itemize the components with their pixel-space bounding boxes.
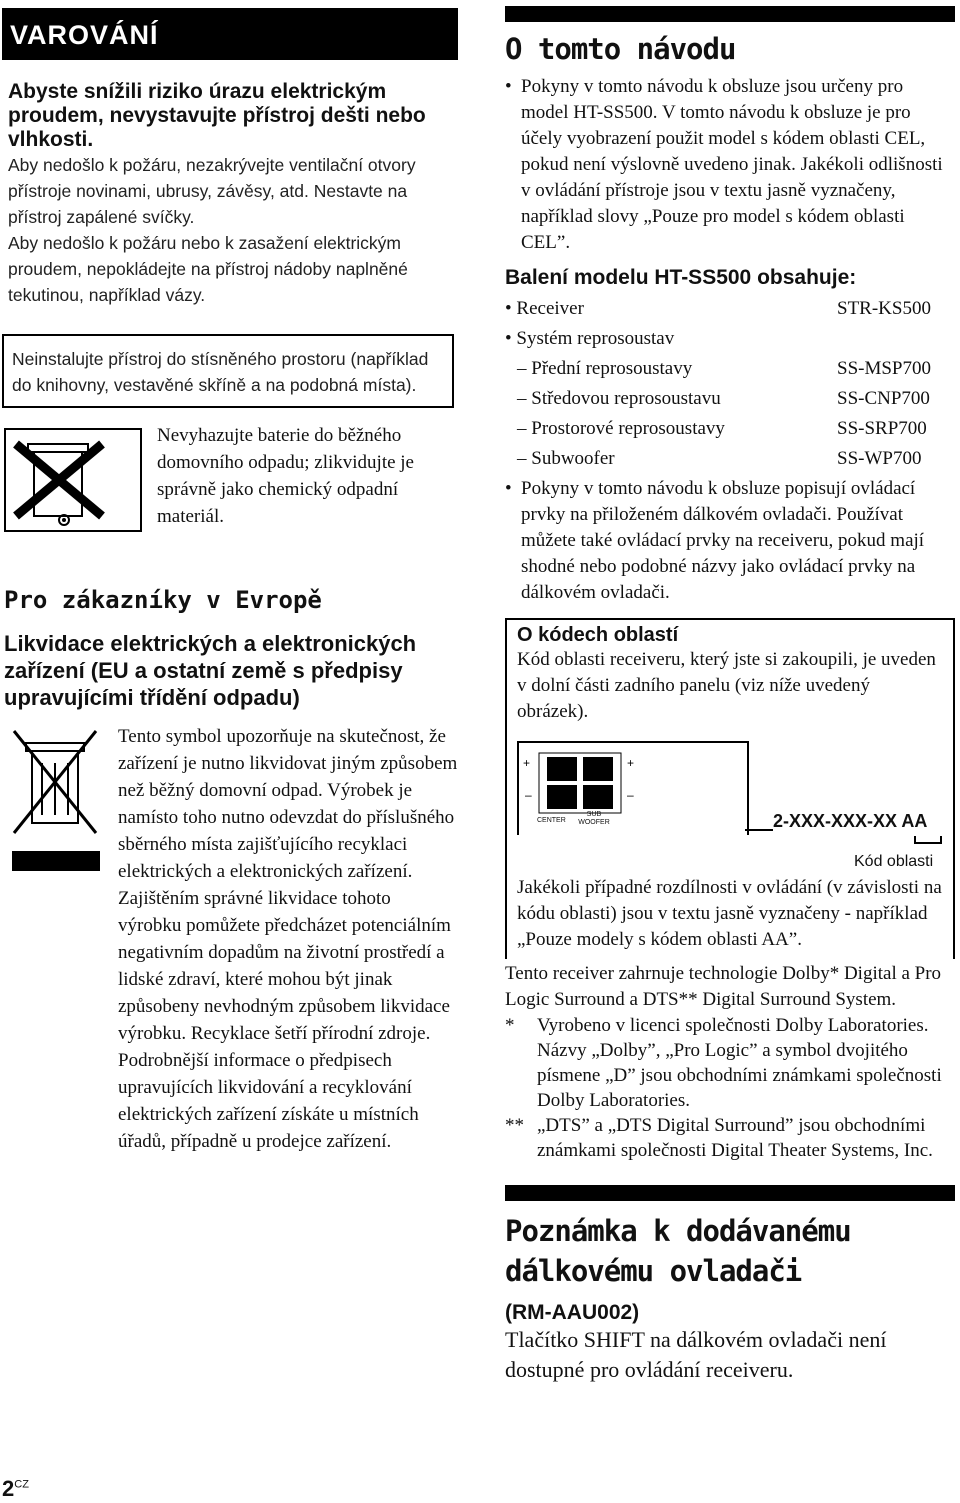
footnote-mark: ** — [505, 1115, 524, 1136]
dolby-text: Tento receiver zahrnuje technologie Dolby* Digital a Pro Logic Surround a DTS** Digital Surround System. — [505, 963, 942, 1010]
warning-title: VAROVÁNÍ — [2, 8, 458, 60]
about-list-2 — [505, 476, 955, 606]
about-heading: O tomto návodu — [505, 32, 736, 66]
list-item — [505, 444, 955, 474]
section-rule — [505, 6, 955, 22]
footnote-mark: * — [505, 1015, 515, 1036]
battery-text: Nevyhazujte baterie do běžného domovního odpadu; zlikvidujte je správně jako chemický odpadní materiál. — [157, 425, 414, 527]
remote-model: (RM-AAU002) — [505, 1301, 640, 1324]
speaker-model: SS-CNP700 — [837, 388, 930, 409]
region-text: Kód oblasti receiveru, který jste si zakoupili, je uveden v dolní části zadního panelu (viz níže uvedený obrázek). — [517, 649, 936, 722]
speaker-model: SS-WP700 — [837, 448, 922, 469]
weee-section — [2, 723, 458, 1243]
page-lang: CZ — [14, 1478, 29, 1491]
system-label: Systém reprosoustav — [516, 328, 675, 349]
speaker-label: – Přední reprosoustavy — [517, 358, 693, 379]
battery-section — [2, 425, 458, 560]
remote-heading: Poznámka k dodávanému dálkovému ovladači — [505, 1214, 851, 1288]
list-item — [505, 354, 955, 384]
warning-bold-text: Abyste snížili riziko úrazu elektrickým proudem, nevystavujte přístroj dešti nebo vlhkosti. — [8, 80, 426, 151]
warning-paragraph-1: Aby nedošlo k požáru, nezakrývejte ventilační otvory přístroje novinami, ubrusy, závěsy, atd. Nestavte na přístroj zapálené svíčky. — [8, 155, 416, 227]
rear-panel-figure — [517, 741, 943, 881]
warning-paragraph-2: Aby nedošlo k požáru nebo k zasažení elektrickým proudem, nepokládejte na přístroj nádoby naplněné tekutinou, například vázy. — [8, 233, 408, 305]
footnote-text: „DTS” a „DTS Digital Surround” jsou obchodními známkami společnosti Digital Theater Systems, Inc. — [537, 1115, 933, 1161]
installation-warning-box: Neinstalujte přístroj do stísněného prostoru (například do knihovny, vestavěné skříně a na podobná místa). — [2, 334, 454, 408]
svg-text:–: – — [525, 788, 532, 802]
receiver-label: Receiver — [516, 298, 584, 319]
weee-heading: Likvidace elektrických a elektronických zařízení (EU a ostatní země s předpisy upravujícími třídění odpadu) — [4, 631, 417, 710]
about-list — [505, 74, 955, 256]
battery-disposal-icon — [4, 428, 142, 532]
region-code: 2-XXX-XXX-XX AA — [773, 811, 928, 831]
speaker-label: – Středovou reprosoustavu — [517, 388, 721, 409]
list-item: • Receiver STR-KS500 — [505, 294, 955, 324]
panel-center-label: CENTER — [537, 817, 566, 824]
weee-text: Tento symbol upozorňuje na skutečnost, že zařízení je nutno likvidovat jiným způsobem než běžný domovní odpad. Výrobek je namísto toho nutno odevzdat do příslušného sběrného místa zajišťujícího recyklaci elektrických a elektronických zařízení. Zajištěním správné likvidace tohoto výrobku pomůžete předcházet potenciálním negativním dopadům na životní prostředí a lidské zdraví, které mohou být jinak způsobeny nevhodným způsobem likvidace výrobku. Recyklace šetří přírodní zdroje. Podrobnější informace o předpisech upravujících likvidování a recyklování elektrických zařízení získáte u místních úřadů, případně u prodejce zařízení. — [118, 726, 458, 1152]
package-heading: Balení modelu HT-SS500 obsahuje: — [505, 266, 857, 289]
region-box — [505, 618, 955, 959]
page-number: $2^{CZ}$ — [2, 1476, 29, 1501]
about-item-1: Pokyny v tomto návodu k obsluze jsou určeny pro model HT-SS500. V tomto návodu k obsluze je pro účely vyobrazení použit model s kódem oblasti CEL, pokud není výslovně uvedeno jinak. Jakékoli odlišnosti v ovládání přístroje jsou v textu jasně vyznačeny, například slovy „Pouze pro model s kódem oblasti CEL”. — [521, 76, 943, 253]
footnote-text: Vyrobeno v licenci společnosti Dolby Laboratories. Názvy „Dolby”, „Pro Logic” a symbol dvojitého písmene „D” jsou obchodními známkami společnosti Dolby Laboratories. — [537, 1015, 942, 1111]
speaker-label: – Prostorové reprosoustavy — [517, 418, 725, 439]
footnote-1 — [505, 1013, 955, 1113]
list-item: • Pokyny v tomto návodu k obsluze jsou určeny pro model HT-SS500. V tomto návodu k obsluze je pro účely vyobrazení použit model s kódem oblasti CEL, pokud není výslovně uvedeno jinak. Jakékoli odlišnosti v ovládání přístroje jsou v textu jasně vyznačeny, například slovy „Pouze pro model s kódem oblasti CEL”. — [505, 76, 943, 253]
svg-text:–: – — [627, 788, 634, 802]
list-item — [505, 384, 955, 414]
region-heading: O kódech oblastí — [517, 624, 679, 646]
eu-heading: Pro zákazníky v Evropě — [4, 586, 322, 614]
list-item: • Pokyny v tomto návodu k obsluze popisují ovládací prvky na přiloženém dálkovém ovladači. Používat můžete také ovládací prvky na receiveru, pokud mají shodné nebo podobné názvy jako ovládací prvky na dálkovém ovladači. — [505, 478, 925, 603]
footnote-2 — [505, 1113, 955, 1163]
weee-bin-icon — [12, 723, 100, 873]
speaker-model: SS-MSP700 — [837, 358, 931, 379]
code-pointer-line — [745, 829, 773, 831]
list-item: • Systém reprosoustav — [505, 328, 675, 349]
right-column — [505, 6, 955, 1385]
about-item-3: Pokyny v tomto návodu k obsluze popisují ovládací prvky na přiloženém dálkovém ovladači. Používat můžete také ovládací prvky na receiveru, pokud mají shodné nebo podobné názvy jako ovládací prvky na dálkovém ovladači. — [521, 478, 925, 603]
speaker-model: SS-SRP700 — [837, 418, 927, 439]
speaker-label: – Subwoofer — [517, 448, 615, 469]
list-item — [505, 414, 955, 444]
receiver-model: STR-KS500 — [837, 298, 931, 319]
region-text-2: Jakékoli případné rozdílnosti v ovládání (v závislosti na kódu oblasti) jsou v textu jasně vyznačeny - například „Pouze modely s kódem oblasti AA”. — [517, 877, 942, 950]
region-code-caption: Kód oblasti — [854, 853, 934, 870]
panel-sub-label: SUB WOOFER — [578, 811, 610, 826]
left-column — [2, 8, 458, 1243]
section-rule — [505, 1185, 955, 1201]
svg-text:+: + — [627, 756, 635, 770]
code-bracket — [914, 836, 942, 844]
svg-text:+: + — [523, 756, 531, 770]
remote-text: Tlačítko SHIFT na dálkovém ovladači není dostupné pro ovládání receiveru. — [505, 1327, 887, 1382]
package-list — [505, 294, 955, 474]
